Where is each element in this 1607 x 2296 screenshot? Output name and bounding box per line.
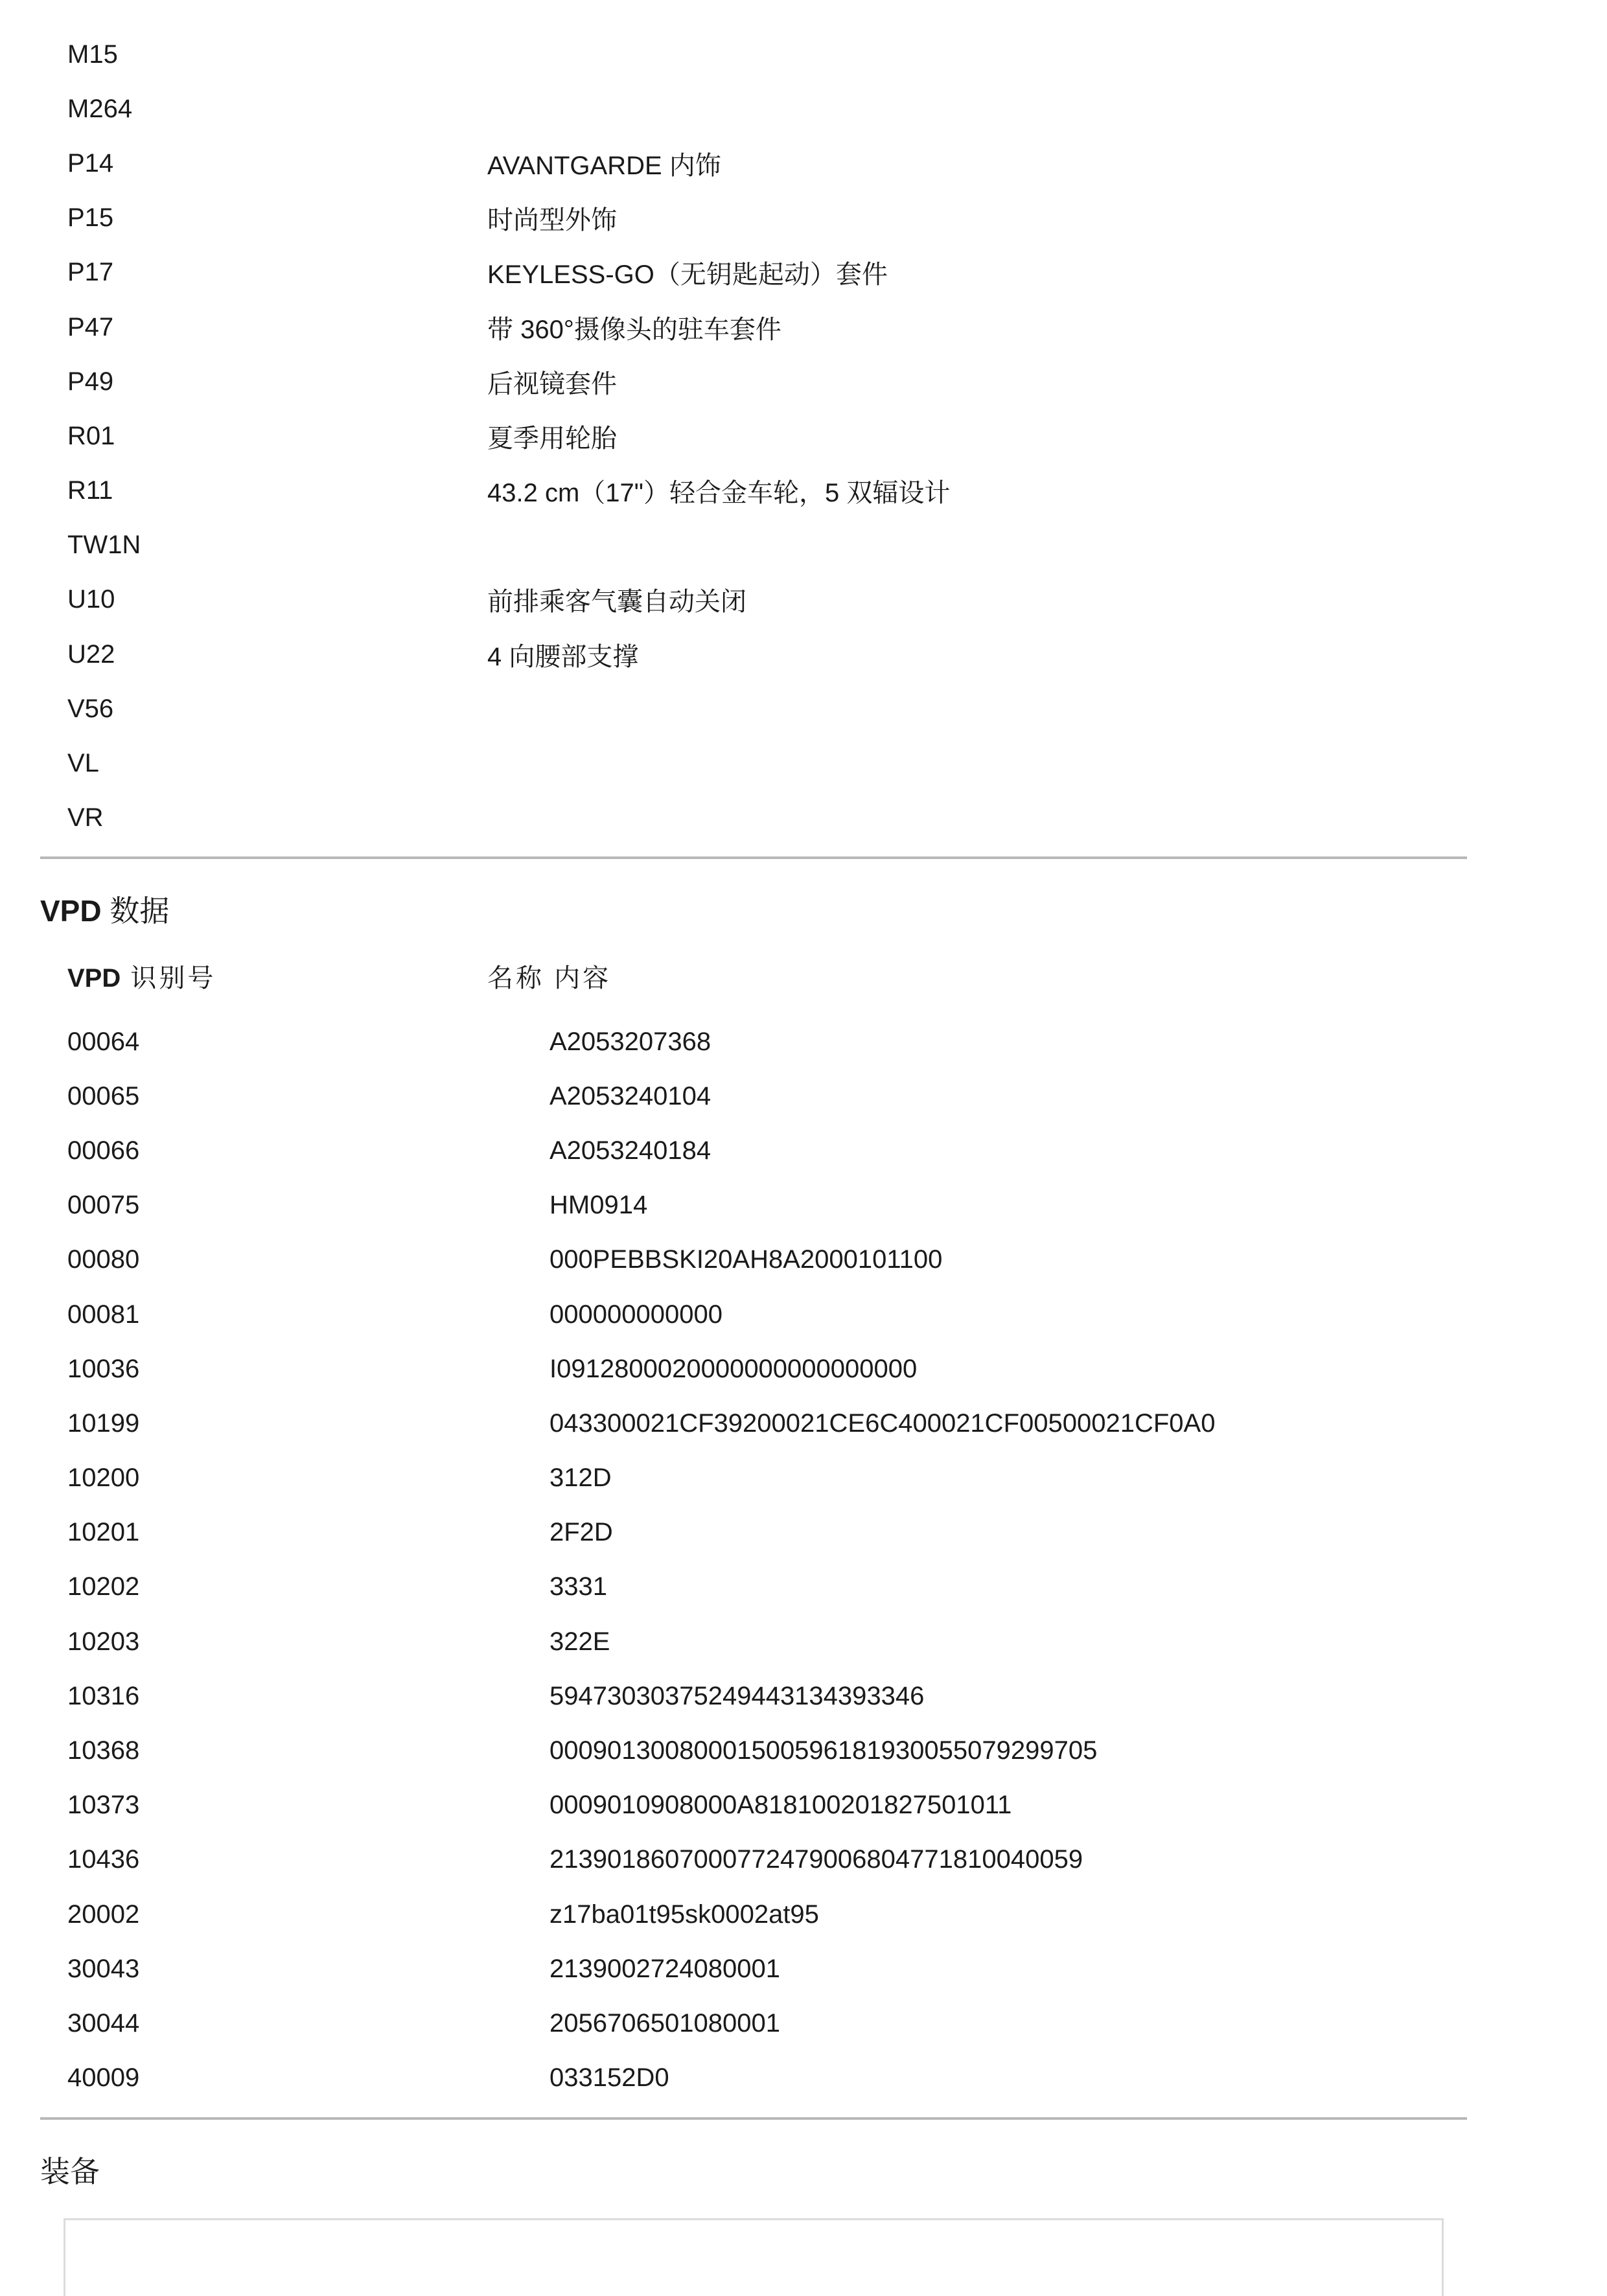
vpd-row — [67, 1451, 1428, 1506]
vpd-id: 10199 — [67, 1408, 140, 1438]
option-code: P17 — [67, 258, 114, 287]
option-code-row — [67, 464, 1428, 518]
vpd-title-rest: 数据 — [101, 894, 170, 928]
option-code: V56 — [67, 694, 114, 723]
option-code-row — [67, 300, 1428, 354]
option-description: KEYLESS-GO（无钥匙起动）套件 — [487, 260, 888, 290]
vpd-row — [67, 1178, 1428, 1233]
vpd-value: 0009013008000150059618193005507929970​5 — [549, 1736, 1098, 1765]
vpd-row — [67, 1123, 1428, 1178]
equipment-panel — [64, 2218, 1444, 2296]
vpd-table — [67, 1015, 1428, 2106]
vpd-id: 10368 — [67, 1736, 140, 1765]
equipment-section-title: 装备 — [40, 2155, 100, 2188]
vpd-row — [67, 1342, 1428, 1396]
vpd-header-name: 名称 内容 — [487, 964, 612, 993]
option-code: TW1N — [67, 531, 141, 560]
option-code-row — [67, 136, 1428, 190]
vpd-row — [67, 1778, 1428, 1833]
option-code-list — [67, 27, 1428, 845]
vpd-row — [67, 1560, 1428, 1614]
option-code: M264 — [67, 94, 133, 123]
option-code: VR — [67, 803, 104, 832]
option-code: M15 — [67, 40, 118, 69]
vpd-value: A2053240104 — [549, 1081, 711, 1110]
section-divider — [40, 2117, 1467, 2120]
vpd-id: 10202 — [67, 1572, 140, 1601]
option-description: 后视镜套件 — [487, 369, 617, 398]
vpd-row — [67, 1614, 1428, 1669]
vpd-value: A2053240184 — [549, 1136, 711, 1165]
vpd-id: 00065 — [67, 1081, 140, 1110]
vpd-row — [67, 1396, 1428, 1451]
option-code: P47 — [67, 312, 114, 341]
vpd-id: 10200 — [67, 1464, 140, 1493]
vpd-value: A2053207368 — [549, 1027, 711, 1056]
option-code: U10 — [67, 585, 115, 614]
option-code-row — [67, 736, 1428, 790]
vpd-value: 2056706501080001 — [549, 2008, 780, 2038]
vpd-row — [67, 2051, 1428, 2106]
vpd-id: 00080 — [67, 1245, 140, 1274]
vpd-row — [67, 1233, 1428, 1287]
option-description: AVANTGARDE 内饰 — [487, 151, 721, 180]
vpd-id: 00066 — [67, 1136, 140, 1165]
option-description: 带 360°摄像头的驻车套件 — [487, 315, 781, 344]
vpd-id: 10201 — [67, 1518, 140, 1547]
vpd-value: 213901860700077247900680477181004005​9 — [549, 1845, 1083, 1874]
section-divider — [40, 856, 1467, 859]
vpd-table-header — [67, 958, 1428, 994]
option-code: U22 — [67, 639, 115, 669]
vpd-row — [67, 1833, 1428, 1887]
vpd-row — [67, 1069, 1428, 1123]
vpd-value: 2F2D — [549, 1518, 613, 1547]
option-description: 4 向腰部支撑 — [487, 642, 639, 671]
vpd-row — [67, 1996, 1428, 2050]
option-code-row — [67, 573, 1428, 627]
option-code: R11 — [67, 476, 113, 505]
option-description: 夏季用轮胎 — [487, 424, 617, 453]
vpd-row — [67, 1015, 1428, 1069]
vpd-id: 10316 — [67, 1681, 140, 1710]
option-code-row — [67, 791, 1428, 845]
vpd-header-id — [67, 958, 487, 994]
option-code: VL — [67, 749, 99, 778]
option-code-row — [67, 409, 1428, 463]
vpd-row — [67, 1723, 1428, 1778]
option-code-row — [67, 682, 1428, 736]
vpd-row — [67, 1942, 1428, 1996]
vpd-id: 40009 — [67, 2063, 140, 2093]
vpd-row — [67, 1669, 1428, 1723]
vpd-value: 0009010908000A818100201827501011 — [549, 1791, 1012, 1820]
vpd-id: 00064 — [67, 1027, 140, 1056]
vpd-id: 30044 — [67, 2008, 140, 2038]
vpd-value: 033152D0 — [549, 2063, 669, 2093]
vpd-row — [67, 1887, 1428, 1942]
option-code-row — [67, 627, 1428, 682]
vpd-id: 30043 — [67, 1954, 140, 1983]
vpd-id: 00075 — [67, 1191, 140, 1220]
option-code: P15 — [67, 203, 114, 233]
option-code-row — [67, 191, 1428, 246]
vpd-value: 3331 — [549, 1572, 607, 1601]
option-code: P49 — [67, 367, 114, 396]
vpd-id: 10436 — [67, 1845, 140, 1874]
vpd-id: 10036 — [67, 1354, 140, 1383]
option-code-row — [67, 82, 1428, 136]
option-code-row — [67, 354, 1428, 409]
option-code-row — [67, 518, 1428, 573]
vpd-value: 2139002724080001 — [549, 1954, 780, 1983]
vpd-id: 10203 — [67, 1627, 140, 1656]
vpd-value: 322E — [549, 1627, 610, 1656]
vpd-value: 59473030375249443134393346 — [549, 1681, 925, 1710]
option-code-row — [67, 246, 1428, 300]
vpd-row — [67, 1506, 1428, 1560]
vpd-value: 312D — [549, 1464, 612, 1493]
vpd-section-title — [40, 888, 169, 930]
option-code: P14 — [67, 148, 114, 178]
vpd-value: 000PEBBSKI20AH8A2000101100 — [549, 1245, 943, 1274]
vpd-id: 10373 — [67, 1791, 140, 1820]
vpd-row — [67, 1287, 1428, 1342]
vpd-header-id-bold: VPD — [67, 964, 121, 993]
option-description: 前排乘客气囊自动关闭 — [487, 588, 746, 617]
option-description: 时尚型外饰 — [487, 206, 617, 235]
vpd-value: 000000000000 — [549, 1300, 723, 1329]
vpd-value: 043300021CF39200021CE6C400021CF00500021CF0A0 — [549, 1408, 1216, 1438]
option-description: 43.2 cm（17"）轻合金车轮，5 双辐设计 — [487, 479, 951, 508]
vpd-header-id-rest: 识别号 — [121, 964, 216, 993]
option-code-row — [67, 27, 1428, 82]
vpd-title-bold: VPD — [40, 894, 102, 928]
option-code: R01 — [67, 421, 115, 450]
vpd-id: 20002 — [67, 1900, 140, 1929]
vpd-value: I0912800020000000000000000 — [549, 1354, 918, 1383]
vpd-value: z17ba01t95sk0002at95 — [549, 1900, 819, 1929]
vpd-value: HM0914 — [549, 1191, 648, 1220]
vpd-id: 00081 — [67, 1300, 140, 1329]
